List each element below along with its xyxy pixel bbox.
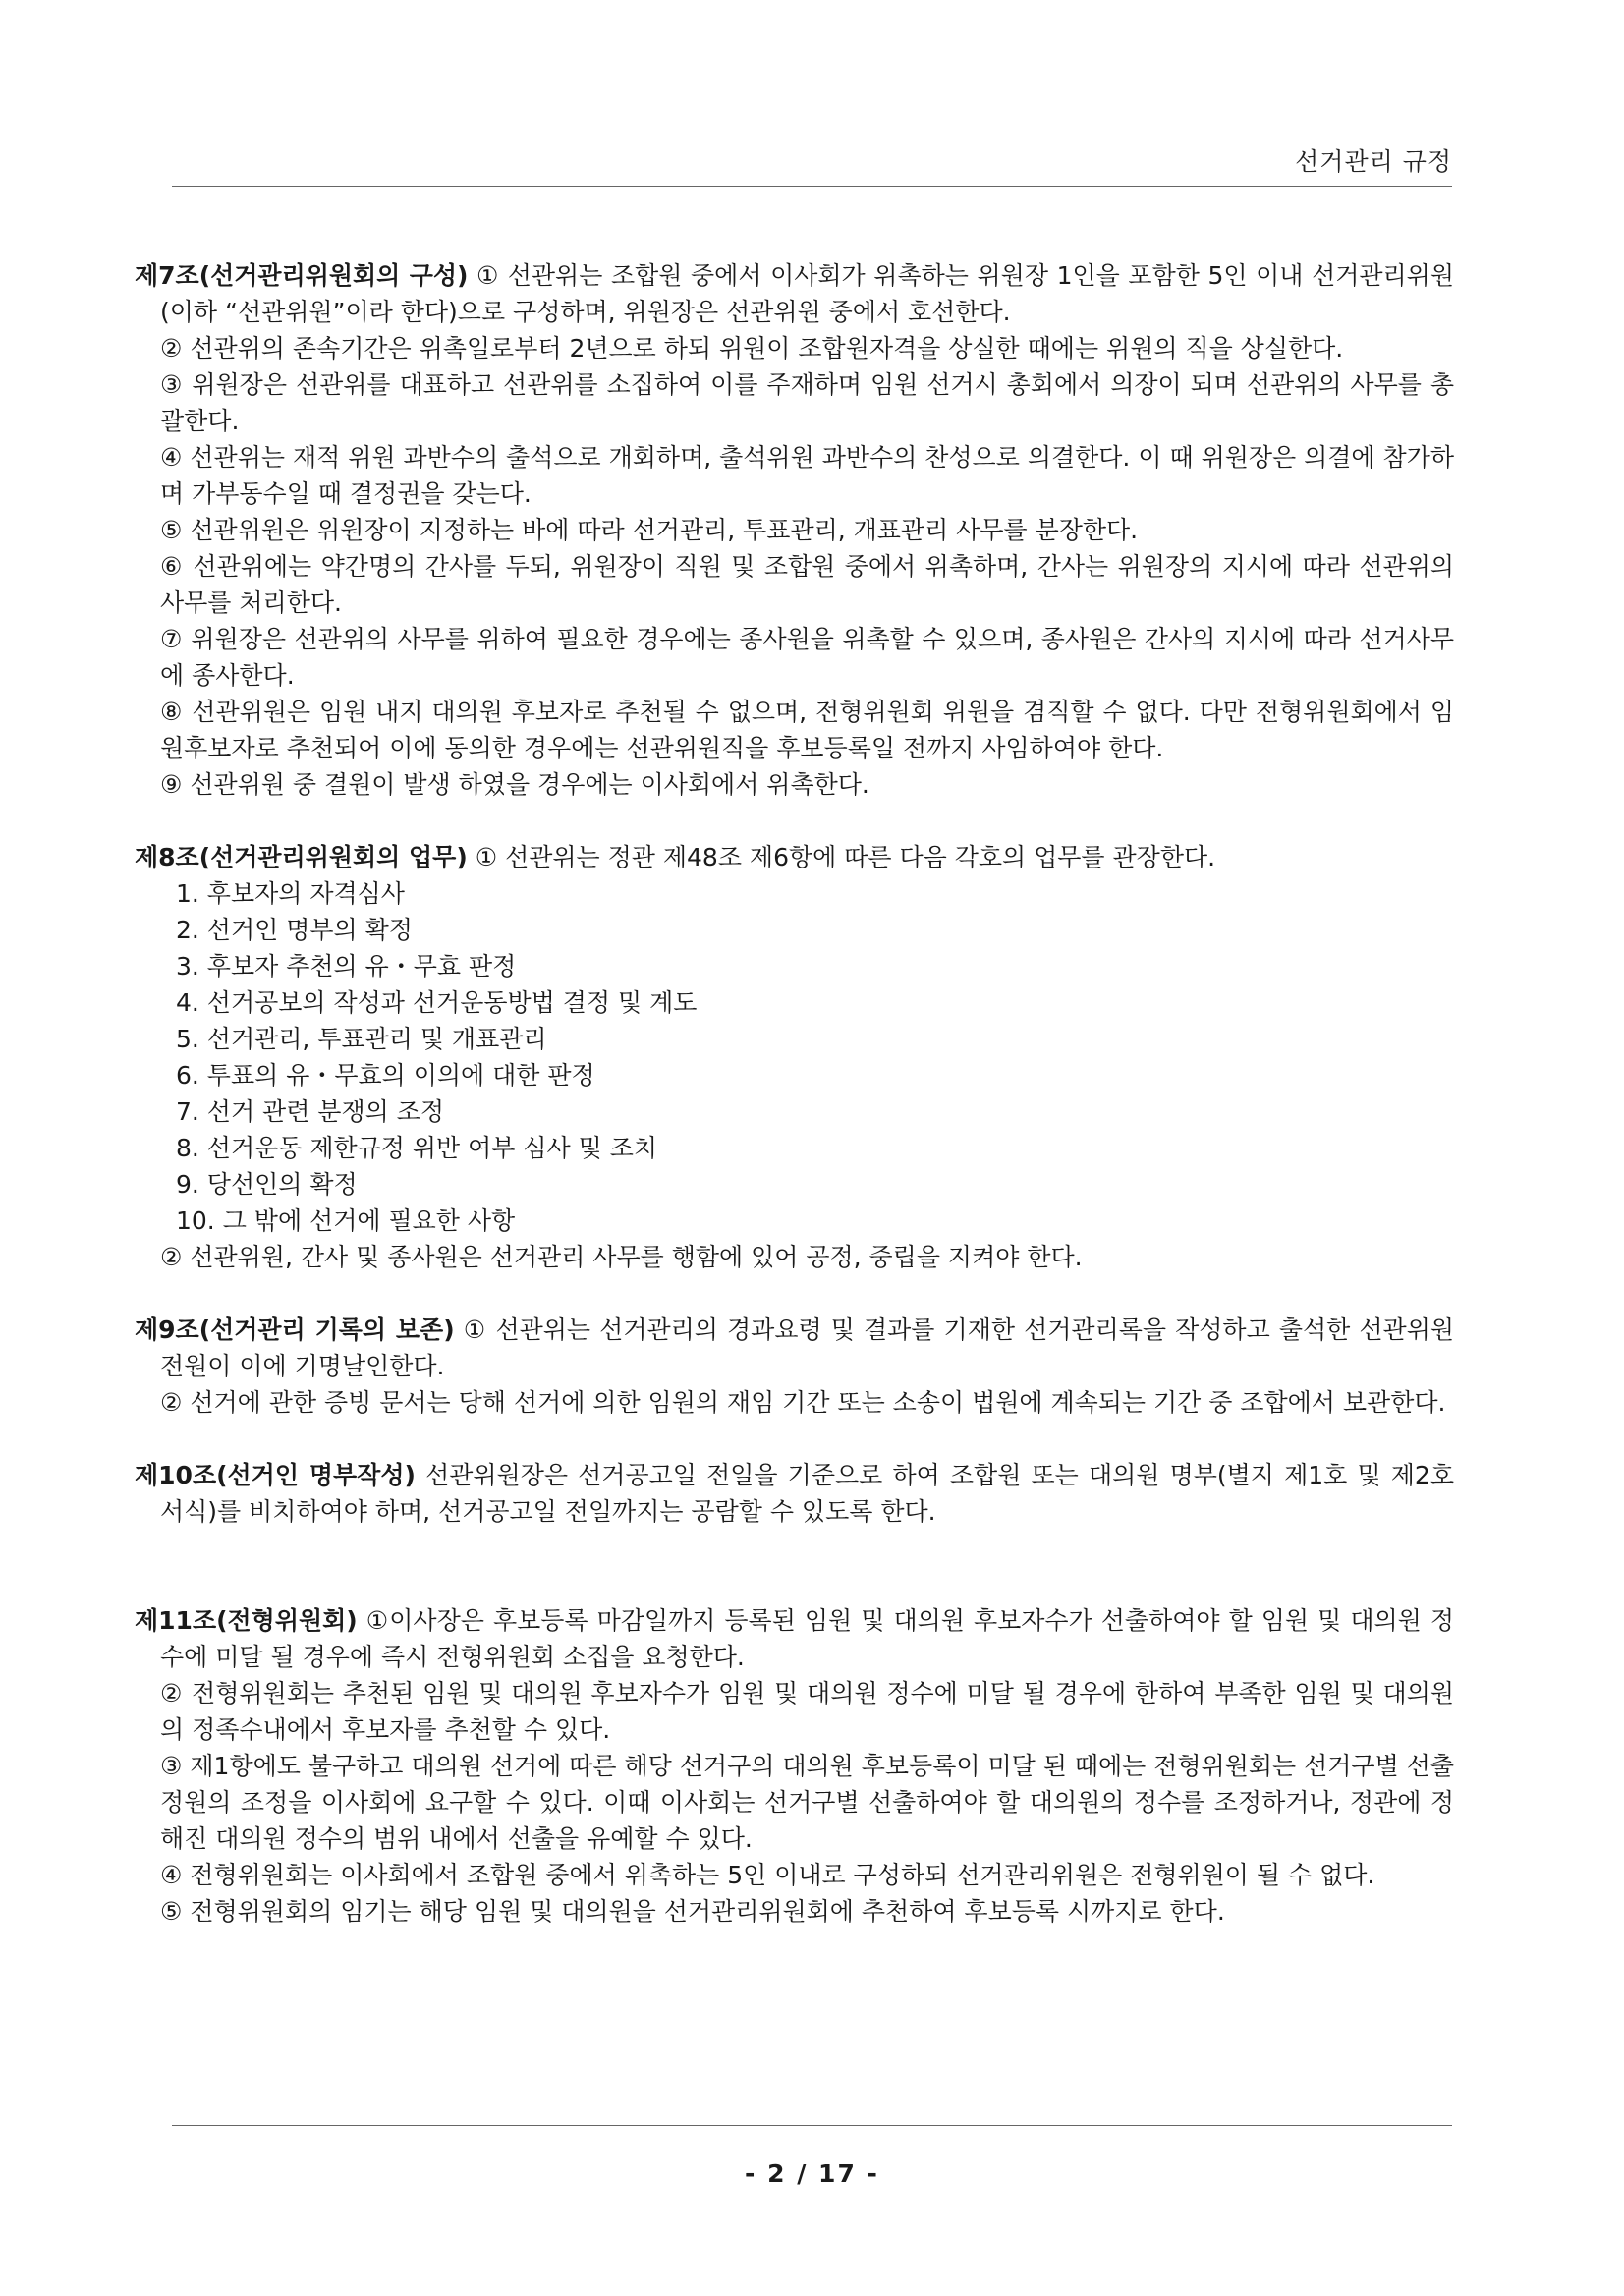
list-item: 9. 당선인의 확정 [176,1170,358,1199]
article-7-clause: ⑦ 위원장은 선관위의 사무를 위하여 필요한 경우에는 종사원을 위촉할 수 있으며, 종사원은 간사의 지시에 따라 선거사무에 종사한다. [160,625,1454,690]
article-11-clause: ⑤ 전형위원회의 임기는 해당 임원 및 대의원을 선거관리위원회에 추천하여 후보등록 시까지로 한다. [160,1897,1225,1926]
header-rule [172,186,1452,187]
article-11-clause-1: ①이사장은 후보등록 마감일까지 등록된 임원 및 대의원 후보자수가 선출하여야 할 임원 및 대의원 정수에 미달 될 경우에 즉시 전형위원회 소집을 요청한다. [160,1606,1454,1671]
list-item: 4. 선거공보의 작성과 선거운동방법 결정 및 계도 [176,988,698,1017]
article-9-clause-1: ① 선관위는 선거관리의 경과요령 및 결과를 기재한 선거관리록을 작성하고 출석한 선관위원 전원이 이에 기명날인한다. [160,1316,1455,1380]
list-item: 8. 선거운동 제한규정 위반 여부 심사 및 조치 [176,1134,658,1162]
article-10 [135,1457,1454,1530]
article-7-title: 제7조(선거관리위원회의 구성) [135,261,469,290]
article-7-clause: ④ 선관위는 재적 위원 과반수의 출석으로 개회하며, 출석위원 과반수의 찬성으로 의결한다. 이 때 위원장은 의결에 참가하며 가부동수일 때 결정권을 갖는다. [160,443,1454,508]
article-11-title: 제11조(전형위원회) [135,1606,358,1635]
article-11 [135,1602,1454,1930]
list-item: 1. 후보자의 자격심사 [176,879,405,908]
article-7-clause: ② 선관위의 존속기간은 위촉일로부터 2년으로 하되 위원이 조합원자격을 상실한 때에는 위원의 직을 상실한다. [160,334,1344,363]
article-11-clause: ③ 제1항에도 불구하고 대의원 선거에 따른 해당 선거구의 대의원 후보등록이 미달 된 때에는 전형위원회는 선거구별 선출정원의 조정을 이사회에 요구할 수 있다. 이때 이사회는 선거구별 선출하여야 할 대의원의 정수를 조정하거나, 정관에 정해진 대의원 정수의 범위 내에서 선출을 유예할 수 있다. [160,1752,1454,1853]
page-number: - 2 / 17 - [745,2159,879,2188]
article-8-clause: ② 선관위원, 간사 및 종사원은 선거관리 사무를 행함에 있어 공정, 중립을 지켜야 한다. [160,1243,1083,1271]
article-9-title: 제9조(선거관리 기록의 보존) [135,1316,455,1344]
article-9 [135,1312,1454,1421]
article-11-first-paragraph [135,1602,1454,1675]
article-10-body: 선관위원장은 선거공고일 전일을 기준으로 하여 조합원 또는 대의원 명부(별지 제1호 및 제2호 서식)를 비치하여야 하며, 선거공고일 전일까지는 공람할 수 있도록 한다. [160,1461,1454,1526]
document-body [135,257,1454,1930]
page-header-title: 선거관리 규정 [1295,147,1452,176]
article-11-clause: ② 전형위원회는 추천된 임원 및 대의원 후보자수가 임원 및 대의원 정수에 미달 될 경우에 한하여 부족한 임원 및 대의원의 정족수내에서 후보자를 추천할 수 있다. [160,1679,1454,1744]
list-item: 7. 선거 관련 분쟁의 조정 [176,1097,444,1126]
article-8-first-paragraph [135,839,1454,875]
list-item: 5. 선거관리, 투표관리 및 개표관리 [176,1025,547,1053]
article-7-clause: ⑤ 선관위원은 위원장이 지정하는 바에 따라 선거관리, 투표관리, 개표관리 사무를 분장한다. [160,516,1139,544]
article-11-clause: ④ 전형위원회는 이사회에서 조합원 중에서 위촉하는 5인 이내로 구성하되 선거관리위원은 전형위원이 될 수 없다. [160,1861,1375,1889]
article-7-first-paragraph [135,257,1454,330]
article-8-title: 제8조(선거관리위원회의 업무) [135,843,468,871]
article-7-clause-1: ① 선관위는 조합원 중에서 이사회가 위촉하는 위원장 1인을 포함한 5인 이내 선거관리위원(이하 “선관위원”이라 한다)으로 구성하며, 위원장은 선관위원 중에서 호선한다. [160,261,1454,326]
article-7-clause: ③ 위원장은 선관위를 대표하고 선관위를 소집하여 이를 주재하며 임원 선거시 총회에서 의장이 되며 선관위의 사무를 총괄한다. [160,370,1454,435]
list-item: 10. 그 밖에 선거에 필요한 사항 [176,1206,516,1235]
footer-rule [172,2125,1452,2126]
article-8-clause-1: ① 선관위는 정관 제48조 제6항에 따른 다음 각호의 업무를 관장한다. [475,843,1216,871]
article-9-first-paragraph [135,1312,1454,1384]
article-9-clause: ② 선거에 관한 증빙 문서는 당해 선거에 의한 임원의 재임 기간 또는 소송이 법원에 계속되는 기간 중 조합에서 보관한다. [160,1388,1446,1417]
article-7-clause: ⑥ 선관위에는 약간명의 간사를 두되, 위원장이 직원 및 조합원 중에서 위촉하며, 간사는 위원장의 지시에 따라 선관위의 사무를 처리한다. [160,552,1454,617]
article-10-title: 제10조(선거인 명부작성) [135,1461,416,1489]
article-7-clause: ⑨ 선관위원 중 결원이 발생 하였을 경우에는 이사회에서 위촉한다. [160,770,869,799]
article-7-clause: ⑧ 선관위원은 임원 내지 대의원 후보자로 추천될 수 없으며, 전형위원회 위원을 겸직할 수 없다. 다만 전형위원회에서 임원후보자로 추천되어 이에 동의한 경우에는 선관위원직을 후보등록일 전까지 사임하여야 한다. [160,698,1454,762]
article-7 [135,257,1454,803]
article-10-first-paragraph [135,1457,1454,1530]
list-item: 3. 후보자 추천의 유・무효 판정 [176,952,517,980]
list-item: 2. 선거인 명부의 확정 [176,916,413,944]
article-8 [135,839,1454,1275]
list-item: 6. 투표의 유・무효의 이의에 대한 판정 [176,1061,595,1090]
